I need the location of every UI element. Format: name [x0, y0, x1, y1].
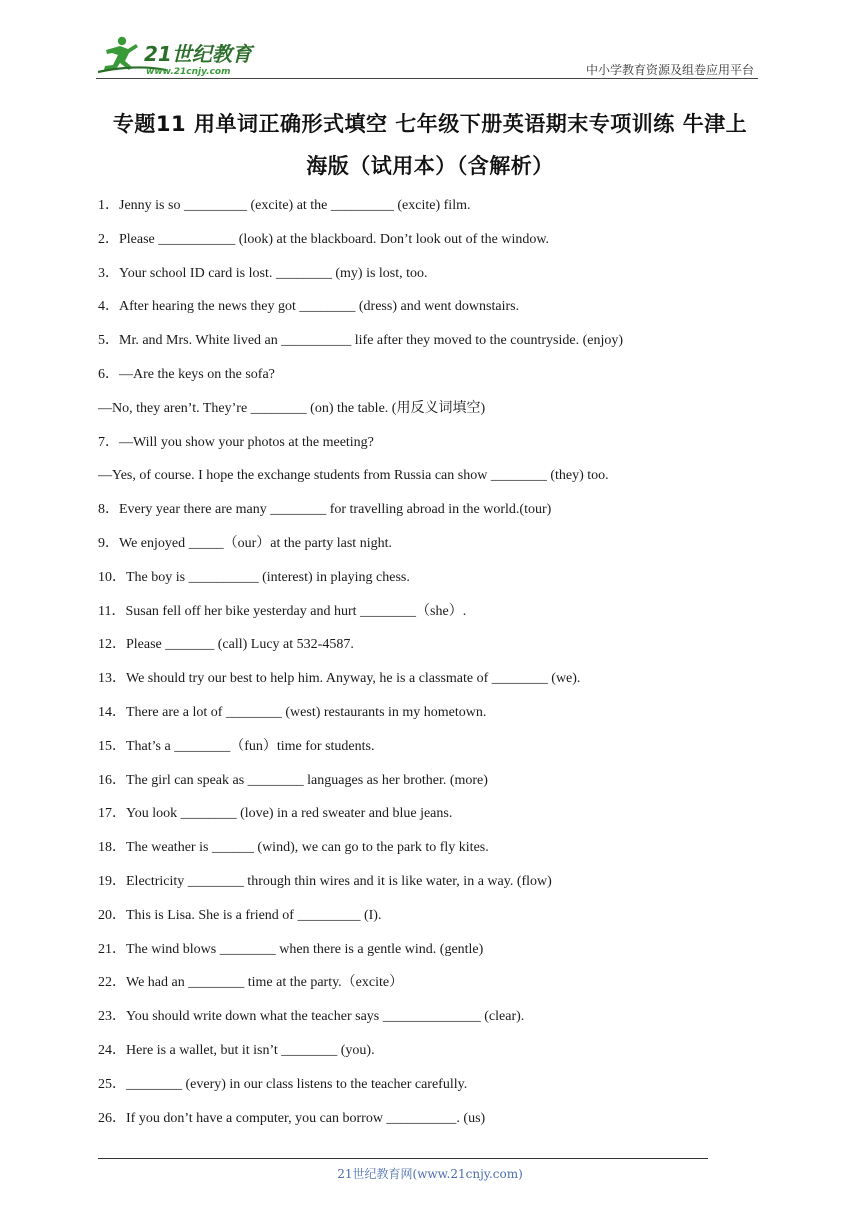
exercise-list	[98, 196, 778, 1142]
exercise-line: 22．We had an ________ time at the party.（excite）	[98, 975, 404, 991]
exercise-line: 17．You look ________ (love) in a red sweater and blue jeans.	[98, 806, 453, 822]
exercise-line: 11．Susan fell off her bike yesterday and hurt ________（she）.	[98, 603, 467, 619]
exercise-line: 1．Jenny is so _________ (excite) at the _________ (excite) film.	[98, 198, 471, 213]
page-header	[96, 34, 756, 80]
exercise-line: 9．We enjoyed _____（our）at the party last night.	[98, 535, 392, 551]
exercise-line: 18．The weather is ______ (wind), we can go to the park to fly kites.	[98, 840, 489, 856]
exercise-line: 7．—Will you show your photos at the meeting?	[98, 434, 374, 450]
exercise-line: 14．There are a lot of ________ (west) restaurants in my hometown.	[98, 704, 487, 720]
logo-url: www.21cnjy.com	[146, 67, 231, 77]
exercise-line: 23．You should write down what the teacher says ______________ (clear).	[98, 1009, 525, 1025]
exercise-line: 6．—Are the keys on the sofa?	[98, 366, 275, 382]
site-logo	[96, 34, 266, 78]
exercise-line: 24．Here is a wallet, but it isn’t ________ (you).	[98, 1042, 375, 1058]
exercise-line: 10．The boy is __________ (interest) in playing chess.	[98, 569, 410, 585]
platform-tagline: 中小学教育资源及组卷应用平台	[585, 63, 754, 77]
footer-divider	[98, 1158, 708, 1159]
exercise-line: 16．The girl can speak as ________ languages as her brother. (more)	[98, 772, 488, 788]
exercise-line: 4．After hearing the news they got ________ (dress) and went downstairs.	[98, 299, 520, 315]
document-title-line-2: 海版（试用本）（含解析）	[306, 154, 554, 178]
header-divider	[96, 78, 758, 79]
exercise-line: —No, they aren’t. They’re ________ (on) the table. (用反义词填空)	[98, 400, 486, 416]
exercise-line: 12．Please _______ (call) Lucy at 532-4587.	[98, 637, 354, 653]
footer-link[interactable]: 21世纪教育网(www.21cnjy.com)	[337, 1167, 523, 1181]
exercise-line: 13．We should try our best to help him. Anyway, he is a classmate of ________ (we).	[98, 671, 581, 687]
exercise-line: 3．Your school ID card is lost. ________ (my) is lost, too.	[98, 265, 428, 281]
exercise-line: 8．Every year there are many ________ for travelling abroad in the world.(tour)	[98, 502, 552, 518]
runner-icon	[104, 37, 138, 70]
document-title-line-1: 专题11 用单词正确形式填空 七年级下册英语期末专项训练 牛津上	[112, 112, 748, 136]
exercise-line: —Yes, of course. I hope the exchange students from Russia can show ________ (they) too.	[98, 468, 609, 484]
exercise-line: 21．The wind blows ________ when there is a gentle wind. (gentle)	[98, 941, 484, 957]
exercise-line: 20．This is Lisa. She is a friend of _________ (I).	[98, 907, 382, 923]
exercise-line: 19．Electricity ________ through thin wires and it is like water, in a way. (flow)	[98, 873, 552, 889]
exercise-line: 25．________ (every) in our class listens to the teacher carefully.	[98, 1076, 468, 1092]
exercise-line: 5．Mr. and Mrs. White lived an __________ life after they moved to the countryside. (enjoy)	[98, 333, 624, 349]
exercise-line: 2．Please ___________ (look) at the blackboard. Don’t look out of the window.	[98, 231, 550, 247]
logo-text: 21世纪教育	[144, 42, 252, 66]
exercise-line: 15．That’s a ________（fun）time for students.	[98, 738, 375, 754]
exercise-line: 26．If you don’t have a computer, you can borrow __________. (us)	[98, 1110, 486, 1126]
